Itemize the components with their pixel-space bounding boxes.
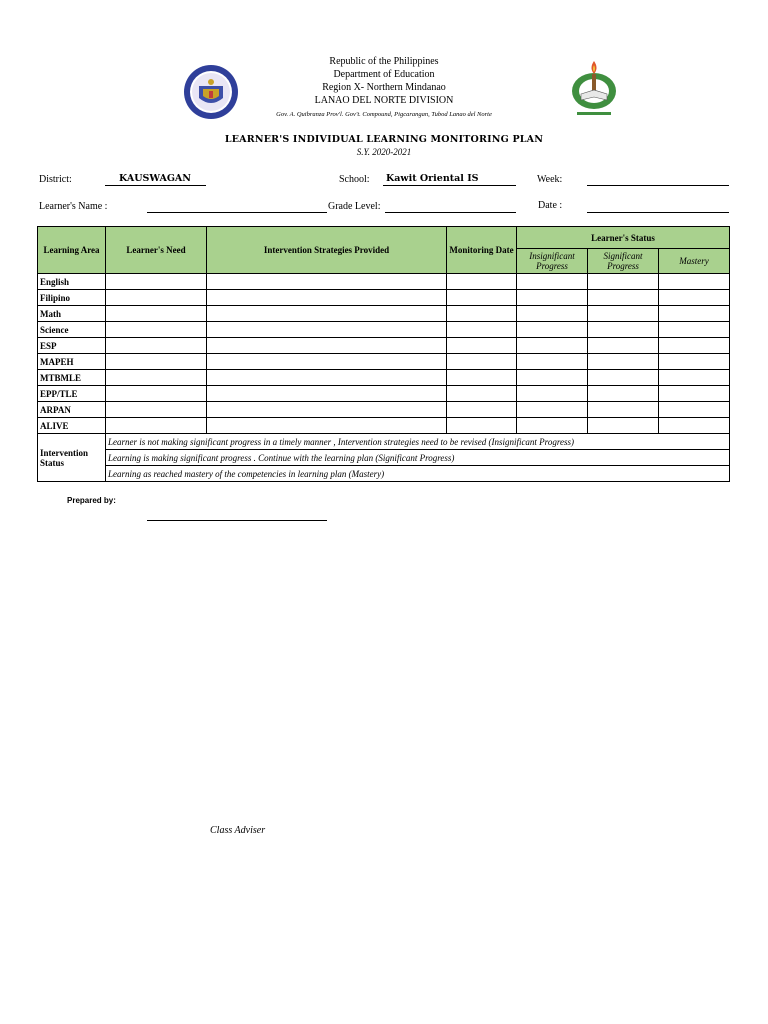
division-torch-logo [569,56,619,118]
table-cell[interactable] [106,338,207,354]
table-cell[interactable] [517,354,588,370]
prepared-by-label: Prepared by: [67,496,116,505]
header-learners-need: Learner's Need [106,227,207,274]
class-adviser-label: Class Adviser [210,825,266,836]
table-cell[interactable] [106,274,207,290]
table-cell[interactable] [588,402,659,418]
table-cell[interactable] [588,322,659,338]
table-cell[interactable] [517,402,588,418]
status-row [38,466,730,482]
table-row [38,290,730,306]
header-significant: Significant Progress [588,249,659,274]
table-cell[interactable] [207,370,447,386]
table-cell[interactable] [659,274,730,290]
school-value[interactable]: Kawit Oriental IS [386,173,479,184]
table-cell[interactable] [517,386,588,402]
table-cell[interactable] [517,370,588,386]
header-insignificant: Insignificant Progress [517,249,588,274]
table-cell[interactable] [207,322,447,338]
district-label: District: [39,174,72,185]
table-cell[interactable] [517,338,588,354]
area-math: Math [38,306,106,322]
table-cell[interactable] [447,354,517,370]
grade-level-label: Grade Level: [328,201,381,212]
area-english: English [38,274,106,290]
table-cell[interactable] [517,306,588,322]
table-cell[interactable] [207,354,447,370]
table-cell[interactable] [106,290,207,306]
table-cell[interactable] [106,370,207,386]
table-cell[interactable] [207,306,447,322]
table-cell[interactable] [447,290,517,306]
school-year: S.Y. 2020-2021 [356,147,412,157]
area-science: Science [38,322,106,338]
status-note-significant: Learning is making significant progress . Continue with the learning plan (Significant Progress) [106,450,730,466]
department-line: Department of Education [333,69,435,80]
header-monitoring-date: Monitoring Date [447,227,517,274]
table-cell[interactable] [447,370,517,386]
status-note-insignificant: Learner is not making significant progress in a timely manner , Intervention strategies need to be revised (Insignificant Progress) [106,434,730,450]
intervention-status-label: Intervention Status [38,434,106,482]
area-alive: ALIVE [38,418,106,434]
table-cell[interactable] [659,338,730,354]
table-cell[interactable] [207,274,447,290]
table-cell[interactable] [106,322,207,338]
table-cell[interactable] [447,386,517,402]
table-cell[interactable] [447,274,517,290]
republic-line: Republic of the Philippines [329,56,439,67]
area-filipino: Filipino [38,290,106,306]
week-field[interactable] [587,185,729,186]
date-field[interactable] [587,212,729,213]
table-cell[interactable] [207,386,447,402]
table-row [38,338,730,354]
table-row [38,274,730,290]
table-cell[interactable] [659,370,730,386]
table-cell[interactable] [207,402,447,418]
signature-line[interactable] [147,520,327,521]
table-cell[interactable] [106,306,207,322]
division-line: LANAO DEL NORTE DIVISION [314,95,454,106]
date-label: Date : [538,200,563,211]
status-row [38,450,730,466]
table-cell[interactable] [207,290,447,306]
table-row [38,370,730,386]
school-underline [383,185,516,186]
table-cell[interactable] [588,386,659,402]
table-cell[interactable] [106,354,207,370]
table-cell[interactable] [659,290,730,306]
table-cell[interactable] [447,418,517,434]
week-label: Week: [537,174,563,185]
table-cell[interactable] [517,290,588,306]
table-cell[interactable] [659,402,730,418]
region-line: Region X- Northern Mindanao [322,82,446,93]
table-cell[interactable] [207,338,447,354]
table-row [38,354,730,370]
table-cell[interactable] [588,290,659,306]
area-mtbmle: MTBMLE [38,370,106,386]
table-cell[interactable] [659,322,730,338]
status-note-mastery: Learning as reached mastery of the competencies in learning plan (Mastery) [106,466,730,482]
status-row [38,434,730,450]
table-cell[interactable] [517,274,588,290]
page-title: LEARNER'S INDIVIDUAL LEARNING MONITORING PLAN [224,134,544,145]
learner-name-field[interactable] [147,212,327,213]
table-row [38,322,730,338]
area-arpan: ARPAN [38,402,106,418]
table-cell[interactable] [659,386,730,402]
table-row [38,386,730,402]
learner-name-label: Learner's Name : [39,201,108,212]
district-value[interactable]: KAUSWAGAN [119,173,191,184]
header-learning-area: Learning Area [38,227,106,274]
table-cell[interactable] [517,418,588,434]
table-row [38,306,730,322]
school-label: School: [339,174,370,185]
table-row [38,402,730,418]
table-cell[interactable] [659,306,730,322]
table-row [38,418,730,434]
area-esp: ESP [38,338,106,354]
table-cell[interactable] [588,306,659,322]
table-cell[interactable] [447,322,517,338]
grade-level-field[interactable] [385,212,516,213]
area-epp-tle: EPP/TLE [38,386,106,402]
table-cell[interactable] [447,338,517,354]
table-cell[interactable] [659,354,730,370]
table-cell[interactable] [106,418,207,434]
table-cell[interactable] [588,274,659,290]
address-line: Gov. A. Quibranza Prov'l. Gov't. Compound, Pigcarangan, Tubod Lanao del Norte [276,111,492,118]
table-cell[interactable] [588,370,659,386]
table-cell[interactable] [447,306,517,322]
monitoring-table [37,226,730,482]
table-cell[interactable] [106,386,207,402]
area-mapeh: MAPEH [38,354,106,370]
header-mastery: Mastery [659,249,730,274]
district-underline [105,185,206,186]
header-learners-status: Learner's Status [517,227,730,249]
table-cell[interactable] [659,418,730,434]
table-cell[interactable] [588,354,659,370]
table-cell[interactable] [588,338,659,354]
table-cell[interactable] [447,402,517,418]
table-cell[interactable] [588,418,659,434]
table-cell[interactable] [517,322,588,338]
table-cell[interactable] [207,418,447,434]
table-cell[interactable] [106,402,207,418]
header-intervention: Intervention Strategies Provided [207,227,447,274]
